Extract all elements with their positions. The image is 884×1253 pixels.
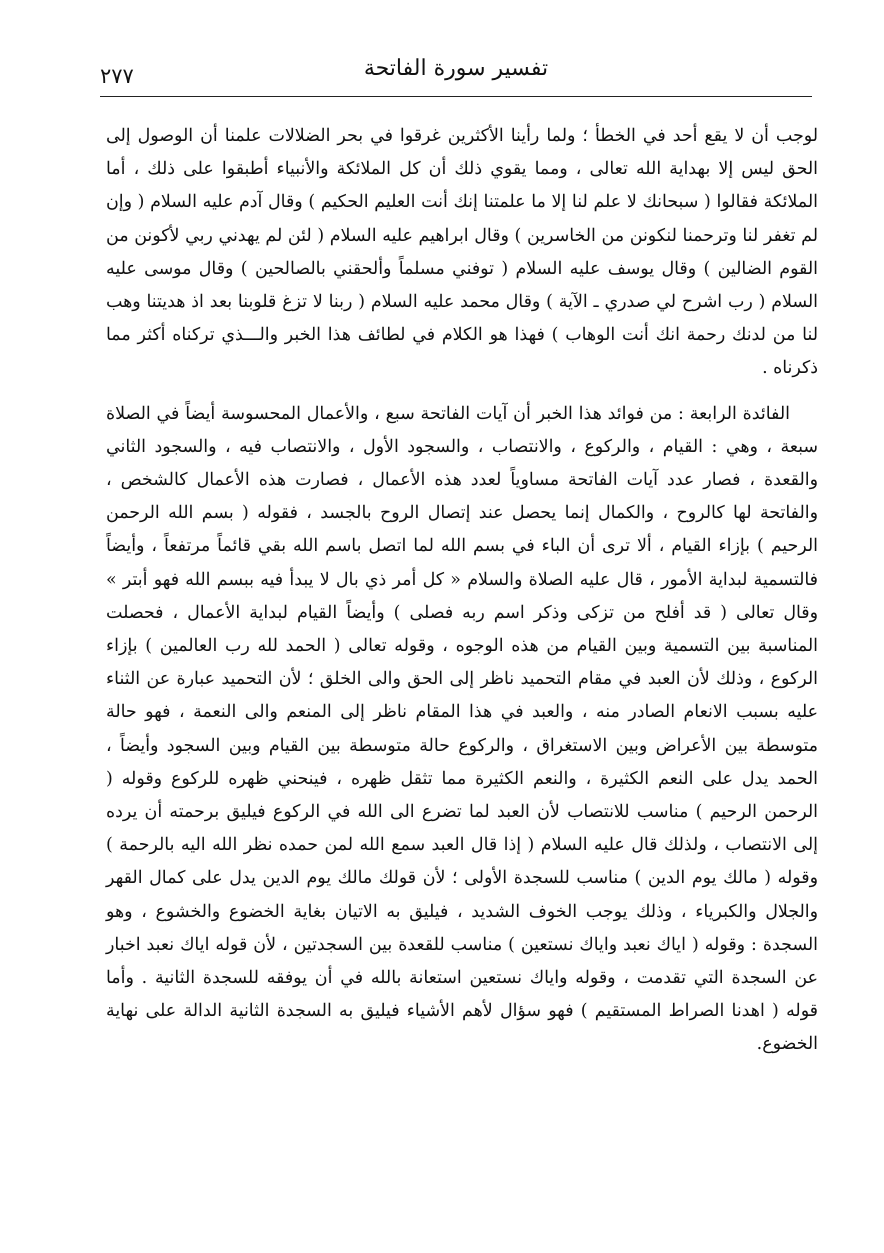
body-text bbox=[106, 120, 818, 1062]
paragraph-2: الفائدة الرابعة : من فوائد هذا الخبر أن آيات الفاتحة سبع ، والأعمال المحسوسة أيضاً في الصلاة سبعة ، وهي : القيام ، والركوع ، والانتصاب ، والسجود الأول ، والانتصاب فيه ، والسجود الثاني والقعدة ، فصار عدد آيات الفاتحة مساوياً لعدد هذه الأعمال ، فصارت هذه الأعمال كالشخص ، والفاتحة لها كالروح ، والكمال إنما يحصل عند إتصال الروح بالجسد ، فقوله ( بسم الله الرحمن الرحيم ) بإزاء القيام ، ألا ترى أن الباء في بسم الله لما اتصل باسم الله بقي قائماً مرتفعاً ، وأيضاً فالتسمية لبداية الأمور ، قال عليه الصلاة والسلام « كل أمر ذي بال لا يبدأ فيه ببسم الله فهو أبتر » وقال تعالى ( قد أفلح من تزكى وذكر اسم ربه فصلى ) وأيضاً القيام لبداية الأعمال ، فحصلت المناسبة بين التسمية وبين القيام من هذه الوجوه ، وقوله تعالى ( الحمد لله رب العالمين ) بإزاء الركوع ، وذلك لأن العبد في مقام التحميد ناظر إلى الحق والى الخلق ؛ لأن التحميد عبارة عن الثناء عليه بسبب الانعام الصادر منه ، والعبد في هذا المقام ناظر إلى المنعم والى النعمة ، فهو حالة متوسطة بين الأعراض وبين الاستغراق ، والركوع حالة متوسطة بين القيام وبين السجود وأيضاً ، الحمد يدل على النعم الكثيرة ، والنعم الكثيرة مما تثقل ظهره ، فينحني ظهره للركوع وقوله ( الرحمن الرحيم ) مناسب للانتصاب لأن العبد لما تضرع الى الله في الركوع فيليق برحمته أن يرده إلى الانتصاب ، ولذلك قال عليه السلام ( إذا قال العبد سمع الله لمن حمده نظر الله اليه بالرحمة ) وقوله ( مالك يوم الدين ) مناسب للسجدة الأولى ؛ لأن قولك مالك يوم الدين يدل على كمال القهر والجلال والكبرياء ، وذلك يوجب الخوف الشديد ، فيليق به الاتيان بغاية الخضوع والخشوع ، وهو السجدة : وقوله ( اياك نعبد واياك نستعين ) مناسب للقعدة بين السجدتين ، لأن قوله اياك نعبد اخبار عن السجدة التي تقدمت ، وقوله واياك نستعين استعانة بالله في أن يوفقه للسجدة الثانية . وأما قوله ( اهدنا الصراط المستقيم ) فهو سؤال لأهم الأشياء فيليق به السجدة الثانية الدالة على نهاية الخضوع. bbox=[106, 403, 818, 1055]
page-number: ٢٧٧ bbox=[100, 64, 134, 88]
running-title: تفسير سورة الفاتحة bbox=[363, 56, 549, 81]
paragraph-1: لوجب أن لا يقع أحد في الخطأ ؛ ولما رأينا الأكثرين غرقوا في بحر الضلالات علمنا أن الوصول إلى الحق ليس إلا بهداية الله تعالى ، ومما يقوي ذلك أن كل الملائكة والأنبياء أطبقوا على ذلك ، أما الملائكة فقالوا ( سبحانك لا علم لنا إلا ما علمتنا إنك أنت العليم الحكيم ) وقال آدم عليه السلام ( وإن لم تغفر لنا وترحمنا لنكونن من الخاسرين ) وقال ابراهيم عليه السلام ( لئن لم يهدني ربي لأكونن من القوم الضالين ) وقال يوسف عليه السلام ( توفني مسلماً وألحقني بالصالحين ) وقال موسى عليه السلام ( رب اشرح لي صدري ـ الآية ) وقال محمد عليه السلام ( ربنا لا تزغ قلوبنا بعد اذ هديتنا وهب لنا من لدنك رحمة انك أنت الوهاب ) فهذا هو الكلام في لطائف هذا الخبر والـــذي تركناه أكثر مما ذكرناه . bbox=[106, 126, 818, 379]
page-header bbox=[100, 52, 812, 97]
